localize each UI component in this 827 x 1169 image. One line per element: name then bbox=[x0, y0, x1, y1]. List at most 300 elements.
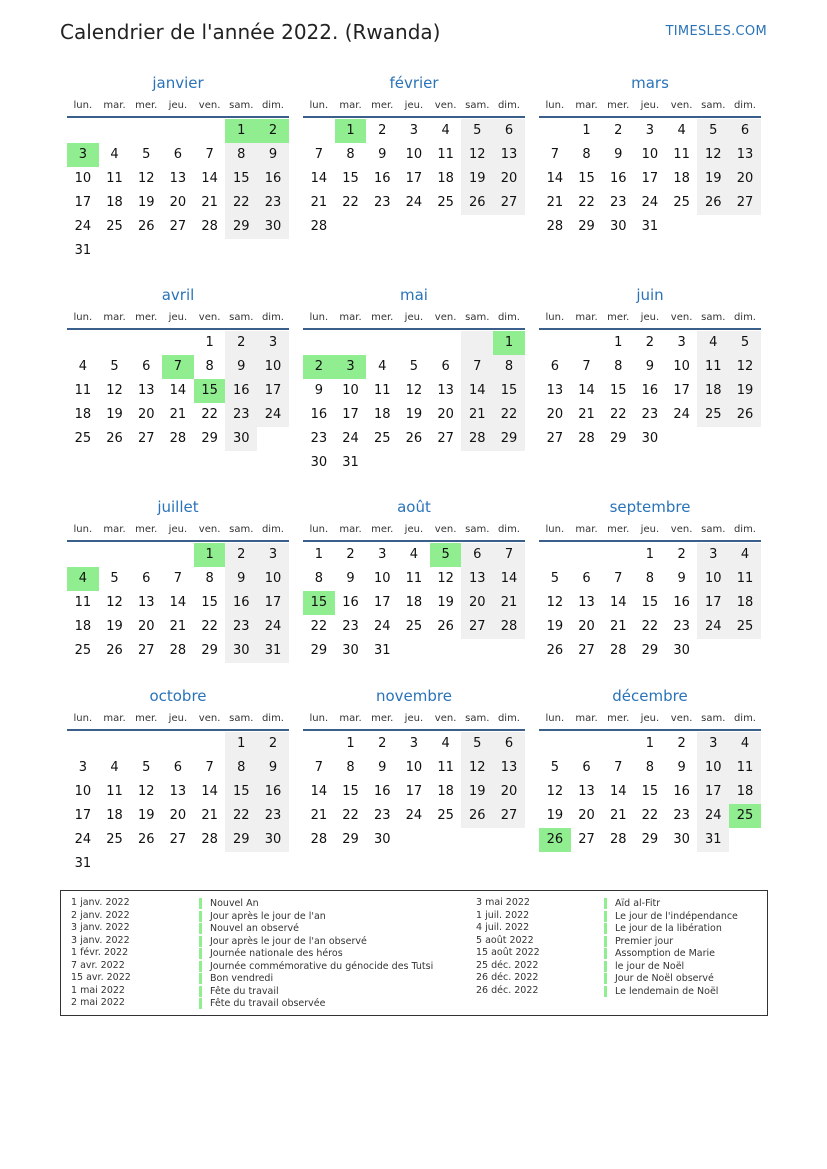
holiday-name: Jour de Noël observé bbox=[604, 973, 714, 984]
day-cell: 18 bbox=[673, 171, 690, 186]
day-cell: 25 bbox=[74, 431, 92, 446]
day-cell: 28 bbox=[310, 219, 328, 234]
day-cell: 7 bbox=[461, 355, 493, 379]
day-cell: 21 bbox=[310, 195, 328, 210]
day-cell: 9 bbox=[677, 571, 686, 586]
day-cell: 2 bbox=[645, 335, 655, 350]
weekday-label: dim. bbox=[497, 524, 520, 535]
weekday-label: ven. bbox=[434, 100, 457, 111]
weekday-label: sam. bbox=[229, 312, 254, 323]
day-cell: 17 bbox=[673, 383, 690, 398]
day-cell: 23 bbox=[225, 403, 257, 427]
day-cell: 27 bbox=[493, 804, 525, 828]
day-cell: 29 bbox=[201, 431, 218, 446]
empty-cell bbox=[602, 732, 634, 756]
day-grid bbox=[67, 119, 289, 263]
day-cell: 26 bbox=[697, 191, 729, 215]
weekday-header bbox=[539, 308, 761, 330]
weekday-label: mer. bbox=[607, 100, 630, 111]
empty-cell bbox=[130, 331, 162, 355]
holiday-date: 1 févr. 2022 bbox=[71, 947, 129, 958]
day-cell: 27 bbox=[729, 191, 761, 215]
day-cell: 19 bbox=[106, 407, 123, 422]
holiday-date: 2 janv. 2022 bbox=[71, 909, 130, 921]
day-cell: 18 bbox=[373, 407, 391, 422]
day-cell: 22 bbox=[609, 407, 627, 422]
empty-cell bbox=[398, 331, 430, 355]
month-8 bbox=[539, 494, 761, 663]
day-cell: 9 bbox=[677, 760, 686, 775]
day-cell: 19 bbox=[697, 167, 729, 191]
day-cell: 2 bbox=[225, 543, 257, 567]
weekday-label: dim. bbox=[733, 100, 756, 111]
day-cell: 27 bbox=[169, 832, 187, 847]
day-cell: 6 bbox=[173, 760, 183, 775]
day-cell: 10 bbox=[257, 567, 289, 591]
weekday-label: sam. bbox=[229, 524, 254, 535]
day-grid bbox=[303, 543, 525, 663]
day-cell: 11 bbox=[729, 756, 761, 780]
day-cell: 4 bbox=[110, 760, 119, 775]
day-cell: 27 bbox=[169, 219, 187, 234]
holiday-date: 5 août 2022 bbox=[476, 934, 534, 946]
day-cell: 24 bbox=[697, 804, 729, 828]
day-cell: 10 bbox=[257, 355, 289, 379]
empty-cell bbox=[99, 732, 131, 756]
day-cell: 12 bbox=[106, 595, 123, 610]
day-cell: 24 bbox=[342, 431, 359, 446]
day-cell: 15 bbox=[201, 595, 218, 610]
holiday-name: Nouvel An bbox=[199, 898, 259, 909]
day-cell: 12 bbox=[405, 383, 423, 398]
day-cell: 23 bbox=[257, 191, 289, 215]
empty-cell bbox=[366, 331, 398, 355]
weekday-label: ven. bbox=[670, 713, 693, 724]
weekday-label: ven. bbox=[670, 100, 693, 111]
month-name: avril bbox=[161, 286, 195, 304]
day-grid bbox=[539, 543, 761, 663]
day-cell: 2 bbox=[677, 547, 686, 562]
day-cell: 11 bbox=[405, 571, 423, 586]
day-cell: 26 bbox=[405, 431, 423, 446]
day-cell: 5 bbox=[550, 571, 559, 586]
day-cell: 1 bbox=[205, 335, 214, 350]
day-cell: 29 bbox=[578, 219, 595, 234]
day-cell: 8 bbox=[314, 571, 323, 586]
day-cell: 25 bbox=[373, 431, 391, 446]
day-cell: 29 bbox=[641, 643, 659, 658]
day-cell: 25 bbox=[106, 832, 123, 847]
day-cell: 9 bbox=[314, 383, 323, 398]
day-cell: 10 bbox=[697, 756, 729, 780]
day-cell: 28 bbox=[609, 832, 627, 847]
holiday-name: Le jour de l'indépendance bbox=[604, 911, 738, 922]
empty-cell bbox=[130, 543, 162, 567]
holiday-date: 7 avr. 2022 bbox=[71, 959, 125, 971]
day-grid bbox=[67, 543, 289, 663]
day-cell: 22 bbox=[342, 195, 359, 210]
day-cell: 30 bbox=[257, 828, 289, 852]
month-6 bbox=[67, 494, 289, 663]
month-name: février bbox=[389, 74, 439, 92]
day-cell: 24 bbox=[697, 615, 729, 639]
day-cell: 7 bbox=[314, 147, 323, 162]
day-cell: 4 bbox=[78, 359, 87, 374]
day-cell: 24 bbox=[673, 407, 690, 422]
day-cell: 13 bbox=[169, 171, 187, 186]
day-cell: 12 bbox=[546, 784, 564, 799]
day-cell: 17 bbox=[74, 808, 92, 823]
month-name: mars bbox=[631, 74, 669, 92]
day-cell: 9 bbox=[257, 143, 289, 167]
day-cell: 31 bbox=[74, 856, 92, 871]
weekday-label: mer. bbox=[607, 524, 630, 535]
holiday-date: 1 juil. 2022 bbox=[476, 909, 530, 921]
day-cell: 19 bbox=[546, 619, 564, 634]
day-cell: 11 bbox=[106, 171, 123, 186]
day-cell: 19 bbox=[137, 195, 155, 210]
day-cell: 27 bbox=[578, 832, 595, 847]
weekday-header bbox=[303, 96, 525, 118]
day-cell: 14 bbox=[169, 383, 187, 398]
day-cell: 21 bbox=[169, 407, 187, 422]
day-cell: 27 bbox=[461, 615, 493, 639]
day-cell: 20 bbox=[137, 407, 155, 422]
weekday-label: mer. bbox=[371, 312, 394, 323]
day-cell: 16 bbox=[225, 591, 257, 615]
empty-cell bbox=[303, 732, 335, 756]
month-name: octobre bbox=[149, 687, 207, 705]
site-link[interactable]: TIMESLES.COM bbox=[665, 24, 767, 39]
weekday-label: mar. bbox=[103, 524, 126, 535]
weekday-label: mer. bbox=[607, 312, 630, 323]
day-cell: 15 bbox=[225, 780, 257, 804]
day-cell: 10 bbox=[697, 567, 729, 591]
day-cell: 7 bbox=[582, 359, 591, 374]
weekday-label: lun. bbox=[545, 713, 565, 724]
day-cell: 17 bbox=[74, 195, 92, 210]
holiday-date: 15 août 2022 bbox=[476, 947, 540, 958]
day-cell: 27 bbox=[493, 191, 525, 215]
day-cell: 9 bbox=[614, 147, 623, 162]
day-cell: 2 bbox=[614, 123, 623, 138]
day-cell: 29 bbox=[225, 215, 257, 239]
day-cell: 19 bbox=[137, 808, 155, 823]
day-cell: 4 bbox=[409, 547, 419, 562]
day-cell: 23 bbox=[225, 615, 257, 639]
day-cell: 23 bbox=[257, 804, 289, 828]
day-cell: 15 bbox=[342, 171, 359, 186]
day-cell: 8 bbox=[493, 355, 525, 379]
day-cell: 6 bbox=[441, 359, 450, 374]
day-cell: 3 bbox=[697, 732, 729, 756]
weekday-label: mar. bbox=[575, 312, 598, 323]
day-cell: 13 bbox=[169, 784, 187, 799]
weekday-header bbox=[539, 520, 761, 542]
holiday-date: 1 mai 2022 bbox=[71, 984, 125, 996]
day-cell: 7 bbox=[205, 147, 214, 162]
day-cell: 4 bbox=[729, 732, 761, 756]
day-cell: 17 bbox=[697, 591, 729, 615]
holiday-name: Bon vendredi bbox=[199, 973, 273, 984]
empty-cell bbox=[335, 331, 367, 355]
day-cell: 5 bbox=[550, 760, 559, 775]
empty-cell bbox=[162, 119, 194, 143]
month-0 bbox=[67, 70, 289, 263]
day-cell: 29 bbox=[310, 643, 328, 658]
day-cell: 13 bbox=[578, 595, 595, 610]
weekday-label: lun. bbox=[73, 713, 93, 724]
month-3 bbox=[67, 282, 289, 451]
holiday-date: 3 janv. 2022 bbox=[71, 934, 130, 946]
day-cell: 21 bbox=[310, 808, 328, 823]
day-cell: 22 bbox=[641, 808, 659, 823]
day-cell: 18 bbox=[729, 591, 761, 615]
day-cell: 23 bbox=[609, 195, 627, 210]
day-cell: 16 bbox=[673, 595, 690, 610]
day-cell: 28 bbox=[578, 431, 595, 446]
day-cell: 6 bbox=[729, 119, 761, 143]
day-cell: 26 bbox=[546, 643, 564, 658]
day-cell: 12 bbox=[437, 571, 454, 586]
day-cell: 3 bbox=[378, 547, 387, 562]
holiday-day: 1 bbox=[335, 119, 367, 143]
weekday-label: lun. bbox=[545, 100, 565, 111]
day-cell: 2 bbox=[346, 547, 355, 562]
holiday-name: le jour de Noël bbox=[604, 961, 684, 972]
empty-cell bbox=[162, 543, 194, 567]
day-cell: 24 bbox=[641, 195, 659, 210]
day-cell: 22 bbox=[641, 619, 659, 634]
weekday-label: ven. bbox=[198, 524, 221, 535]
day-cell: 16 bbox=[342, 595, 359, 610]
holiday-date: 15 avr. 2022 bbox=[71, 972, 131, 983]
empty-cell bbox=[67, 543, 99, 567]
day-cell: 22 bbox=[578, 195, 595, 210]
month-name: novembre bbox=[376, 687, 452, 705]
day-cell: 18 bbox=[405, 595, 423, 610]
weekday-label: lun. bbox=[73, 312, 93, 323]
day-cell: 25 bbox=[106, 219, 123, 234]
weekday-label: mer. bbox=[135, 100, 158, 111]
day-grid bbox=[67, 732, 289, 876]
day-cell: 11 bbox=[729, 567, 761, 591]
weekday-label: mar. bbox=[339, 312, 362, 323]
day-cell: 8 bbox=[614, 359, 623, 374]
day-cell: 30 bbox=[373, 832, 391, 847]
holiday-name: Journée commémorative du génocide des Tutsi bbox=[199, 961, 433, 972]
holiday-day: 2 bbox=[303, 355, 335, 379]
day-cell: 16 bbox=[609, 171, 627, 186]
day-cell: 2 bbox=[378, 736, 387, 751]
day-cell: 23 bbox=[373, 808, 391, 823]
day-cell: 4 bbox=[677, 123, 686, 138]
weekday-header bbox=[539, 96, 761, 118]
day-cell: 8 bbox=[346, 147, 355, 162]
day-cell: 22 bbox=[493, 403, 525, 427]
day-cell: 11 bbox=[437, 147, 454, 162]
weekday-label: sam. bbox=[229, 713, 254, 724]
weekday-header bbox=[303, 520, 525, 542]
holiday-name: Journée nationale des héros bbox=[199, 948, 343, 959]
day-cell: 15 bbox=[225, 167, 257, 191]
weekday-label: lun. bbox=[309, 713, 329, 724]
month-name: janvier bbox=[152, 74, 204, 92]
holiday-day: 2 bbox=[257, 119, 289, 143]
day-cell: 10 bbox=[405, 760, 423, 775]
month-name: juillet bbox=[157, 498, 199, 516]
day-cell: 15 bbox=[609, 383, 627, 398]
weekday-label: mer. bbox=[371, 100, 394, 111]
weekday-label: sam. bbox=[701, 713, 726, 724]
day-cell: 6 bbox=[493, 732, 525, 756]
day-cell: 10 bbox=[641, 147, 659, 162]
day-cell: 1 bbox=[645, 736, 655, 751]
day-cell: 7 bbox=[614, 760, 623, 775]
day-cell: 13 bbox=[493, 756, 525, 780]
month-7 bbox=[303, 494, 525, 663]
day-cell: 26 bbox=[437, 619, 454, 634]
weekday-label: jeu. bbox=[640, 100, 660, 111]
month-10 bbox=[303, 683, 525, 852]
day-cell: 18 bbox=[437, 784, 454, 799]
day-cell: 13 bbox=[493, 143, 525, 167]
day-cell: 16 bbox=[310, 407, 328, 422]
weekday-label: ven. bbox=[434, 524, 457, 535]
day-cell: 4 bbox=[441, 736, 450, 751]
day-cell: 4 bbox=[378, 359, 387, 374]
weekday-label: mer. bbox=[607, 713, 630, 724]
holiday-day: 7 bbox=[162, 355, 194, 379]
weekday-label: lun. bbox=[309, 100, 329, 111]
day-cell: 18 bbox=[74, 619, 92, 634]
day-cell: 6 bbox=[582, 760, 591, 775]
day-cell: 14 bbox=[201, 784, 218, 799]
day-cell: 30 bbox=[342, 643, 359, 658]
day-cell: 11 bbox=[74, 383, 92, 398]
day-cell: 29 bbox=[201, 643, 218, 658]
day-cell: 22 bbox=[342, 808, 359, 823]
weekday-label: jeu. bbox=[640, 524, 660, 535]
day-cell: 21 bbox=[201, 195, 218, 210]
day-cell: 5 bbox=[409, 359, 419, 374]
day-cell: 5 bbox=[461, 119, 493, 143]
day-cell: 18 bbox=[437, 171, 454, 186]
day-cell: 27 bbox=[578, 643, 595, 658]
day-grid bbox=[303, 331, 525, 475]
day-cell: 23 bbox=[673, 619, 690, 634]
day-cell: 8 bbox=[205, 359, 214, 374]
day-cell: 13 bbox=[578, 784, 595, 799]
weekday-label: sam. bbox=[465, 524, 490, 535]
day-cell: 13 bbox=[729, 143, 761, 167]
weekday-label: lun. bbox=[309, 524, 329, 535]
holiday-day: 15 bbox=[303, 591, 335, 615]
day-cell: 16 bbox=[257, 780, 289, 804]
day-cell: 23 bbox=[342, 619, 359, 634]
day-cell: 14 bbox=[578, 383, 595, 398]
weekday-header bbox=[67, 709, 289, 731]
day-cell: 29 bbox=[342, 832, 359, 847]
holiday-name: Le jour de la libération bbox=[604, 923, 722, 934]
day-cell: 31 bbox=[257, 639, 289, 663]
holiday-date: 26 déc. 2022 bbox=[476, 972, 539, 983]
holiday-name: Le lendemain de Noël bbox=[604, 986, 718, 997]
weekday-label: mer. bbox=[135, 312, 158, 323]
day-cell: 24 bbox=[405, 808, 423, 823]
weekday-label: dim. bbox=[261, 100, 284, 111]
month-5 bbox=[539, 282, 761, 451]
day-cell: 18 bbox=[697, 379, 729, 403]
day-cell: 30 bbox=[609, 219, 627, 234]
day-cell: 16 bbox=[225, 379, 257, 403]
day-cell: 9 bbox=[225, 355, 257, 379]
day-cell: 9 bbox=[378, 147, 387, 162]
weekday-label: mar. bbox=[575, 524, 598, 535]
day-cell: 29 bbox=[641, 832, 659, 847]
day-cell: 15 bbox=[493, 379, 525, 403]
day-cell: 31 bbox=[373, 643, 391, 658]
empty-cell bbox=[162, 331, 194, 355]
day-cell: 7 bbox=[314, 760, 323, 775]
day-cell: 11 bbox=[697, 355, 729, 379]
holiday-name: Premier jour bbox=[604, 936, 673, 947]
empty-cell bbox=[539, 543, 571, 567]
day-cell: 17 bbox=[641, 171, 659, 186]
day-cell: 10 bbox=[342, 383, 359, 398]
day-cell: 5 bbox=[110, 359, 119, 374]
day-cell: 21 bbox=[493, 591, 525, 615]
weekday-label: sam. bbox=[701, 100, 726, 111]
month-1 bbox=[303, 70, 525, 239]
weekday-label: ven. bbox=[198, 100, 221, 111]
day-cell: 4 bbox=[441, 123, 450, 138]
day-cell: 6 bbox=[142, 571, 151, 586]
day-cell: 31 bbox=[74, 243, 92, 258]
day-cell: 7 bbox=[205, 760, 214, 775]
day-cell: 27 bbox=[137, 643, 155, 658]
weekday-label: ven. bbox=[434, 713, 457, 724]
day-cell: 17 bbox=[257, 591, 289, 615]
empty-cell bbox=[430, 331, 462, 355]
weekday-label: dim. bbox=[733, 713, 756, 724]
day-cell: 15 bbox=[641, 595, 659, 610]
empty-cell bbox=[130, 732, 162, 756]
day-grid bbox=[303, 119, 525, 239]
weekday-label: jeu. bbox=[168, 524, 188, 535]
day-cell: 21 bbox=[201, 808, 218, 823]
day-cell: 27 bbox=[437, 431, 454, 446]
day-cell: 10 bbox=[74, 171, 92, 186]
day-cell: 28 bbox=[201, 219, 218, 234]
weekday-label: sam. bbox=[465, 100, 490, 111]
weekday-label: sam. bbox=[701, 312, 726, 323]
empty-cell bbox=[571, 331, 603, 355]
day-cell: 20 bbox=[169, 808, 187, 823]
weekday-label: ven. bbox=[670, 312, 693, 323]
day-cell: 21 bbox=[169, 619, 187, 634]
day-cell: 3 bbox=[409, 736, 419, 751]
day-cell: 14 bbox=[310, 171, 328, 186]
weekday-label: ven. bbox=[434, 312, 457, 323]
day-cell: 24 bbox=[257, 615, 289, 639]
month-4 bbox=[303, 282, 525, 475]
day-cell: 12 bbox=[546, 595, 564, 610]
weekday-label: dim. bbox=[261, 713, 284, 724]
day-cell: 12 bbox=[729, 355, 761, 379]
day-cell: 3 bbox=[697, 543, 729, 567]
day-cell: 28 bbox=[169, 431, 187, 446]
